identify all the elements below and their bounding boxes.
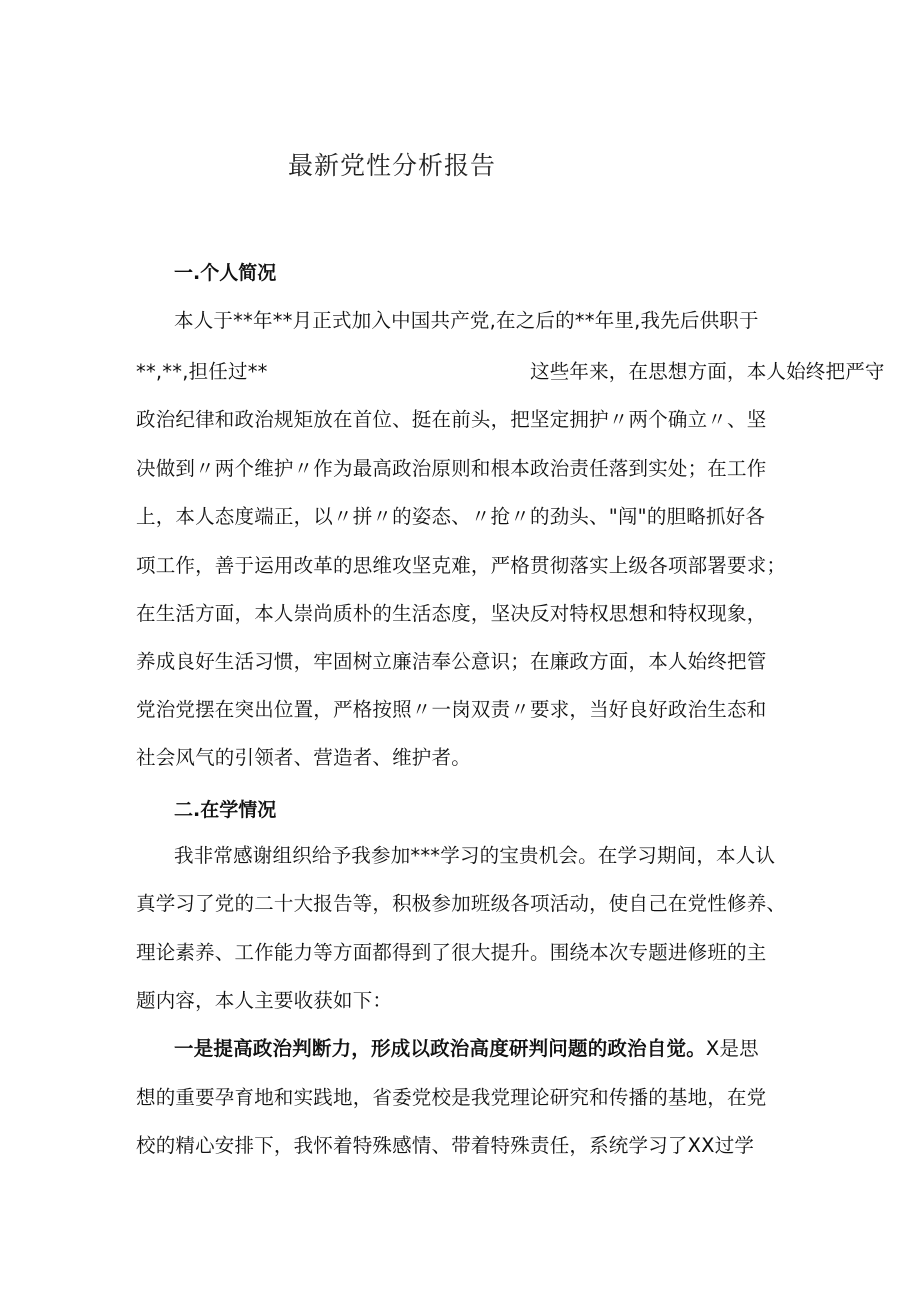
paragraph-line-part: **,**,担任过**: [136, 360, 268, 383]
paragraph-line: 校的精心安排下，我怀着特殊感情、带着特殊责任，系统学习了XX过学: [136, 1134, 755, 1157]
paragraph-line: 真学习了党的二十大报告等，积极参加班级各项活动，使自己在党性修养、: [136, 892, 787, 915]
section-heading-personal-profile: 一.个人简况: [174, 262, 277, 284]
paragraph-line: 题内容，本人主要收获如下：: [136, 989, 393, 1012]
key-point-heading: 一是提高政治判断力，形成以政治高度研判问题的政治自觉。: [174, 1037, 706, 1060]
section-heading-study-status: 二.在学情况: [174, 799, 277, 821]
paragraph-line: 想的重要孕育地和实践地，省委党校是我党理论研究和传播的基地，在党: [136, 1086, 767, 1109]
paragraph-line: 在生活方面，本人崇尚质朴的生活态度，坚决反对特权思想和特权现象，: [136, 602, 767, 625]
paragraph-line-part: 这些年来，在思想方面，本人始终把严守: [530, 360, 885, 383]
paragraph-line: 养成良好生活习惯，牢固树立廉洁奉公意识；在廉政方面，本人始终把管: [136, 650, 767, 673]
paragraph-line: 本人于**年**月正式加入中国共产党,在之后的**年里,我先后供职于: [174, 309, 759, 332]
paragraph-line: [174, 1037, 759, 1061]
paragraph-line: 社会风气的引领者、营造者、维护者。: [136, 746, 471, 769]
paragraph-line: [136, 360, 885, 384]
paragraph-line: 我非常感谢组织给予我参加***学习的宝贵机会。在学习期间，本人认: [174, 844, 776, 867]
paragraph-line: 项工作，善于运用改革的思维攻坚克难，严格贯彻落实上级各项部署要求；: [136, 554, 787, 577]
document-title: 最新党性分析报告: [288, 151, 497, 180]
paragraph-line: 决做到〃两个维护〃作为最高政治原则和根本政治责任落到实处；在工作: [136, 457, 767, 480]
paragraph-line-part: X是思: [705, 1037, 759, 1060]
paragraph-line: 党治党摆在突出位置，严格按照〃一岗双责〃要求，当好良好政治生态和: [136, 698, 767, 721]
paragraph-line: 政治纪律和政治规矩放在首位、挺在前头，把坚定拥护〃两个确立〃、坚: [136, 408, 767, 431]
paragraph-line: 上，本人态度端正，以〃拼〃的姿态、〃抢〃的劲头、"闯"的胆略抓好各: [136, 505, 766, 528]
paragraph-line: 理论素养、工作能力等方面都得到了很大提升。围绕本次专题进修班的主: [136, 941, 767, 964]
